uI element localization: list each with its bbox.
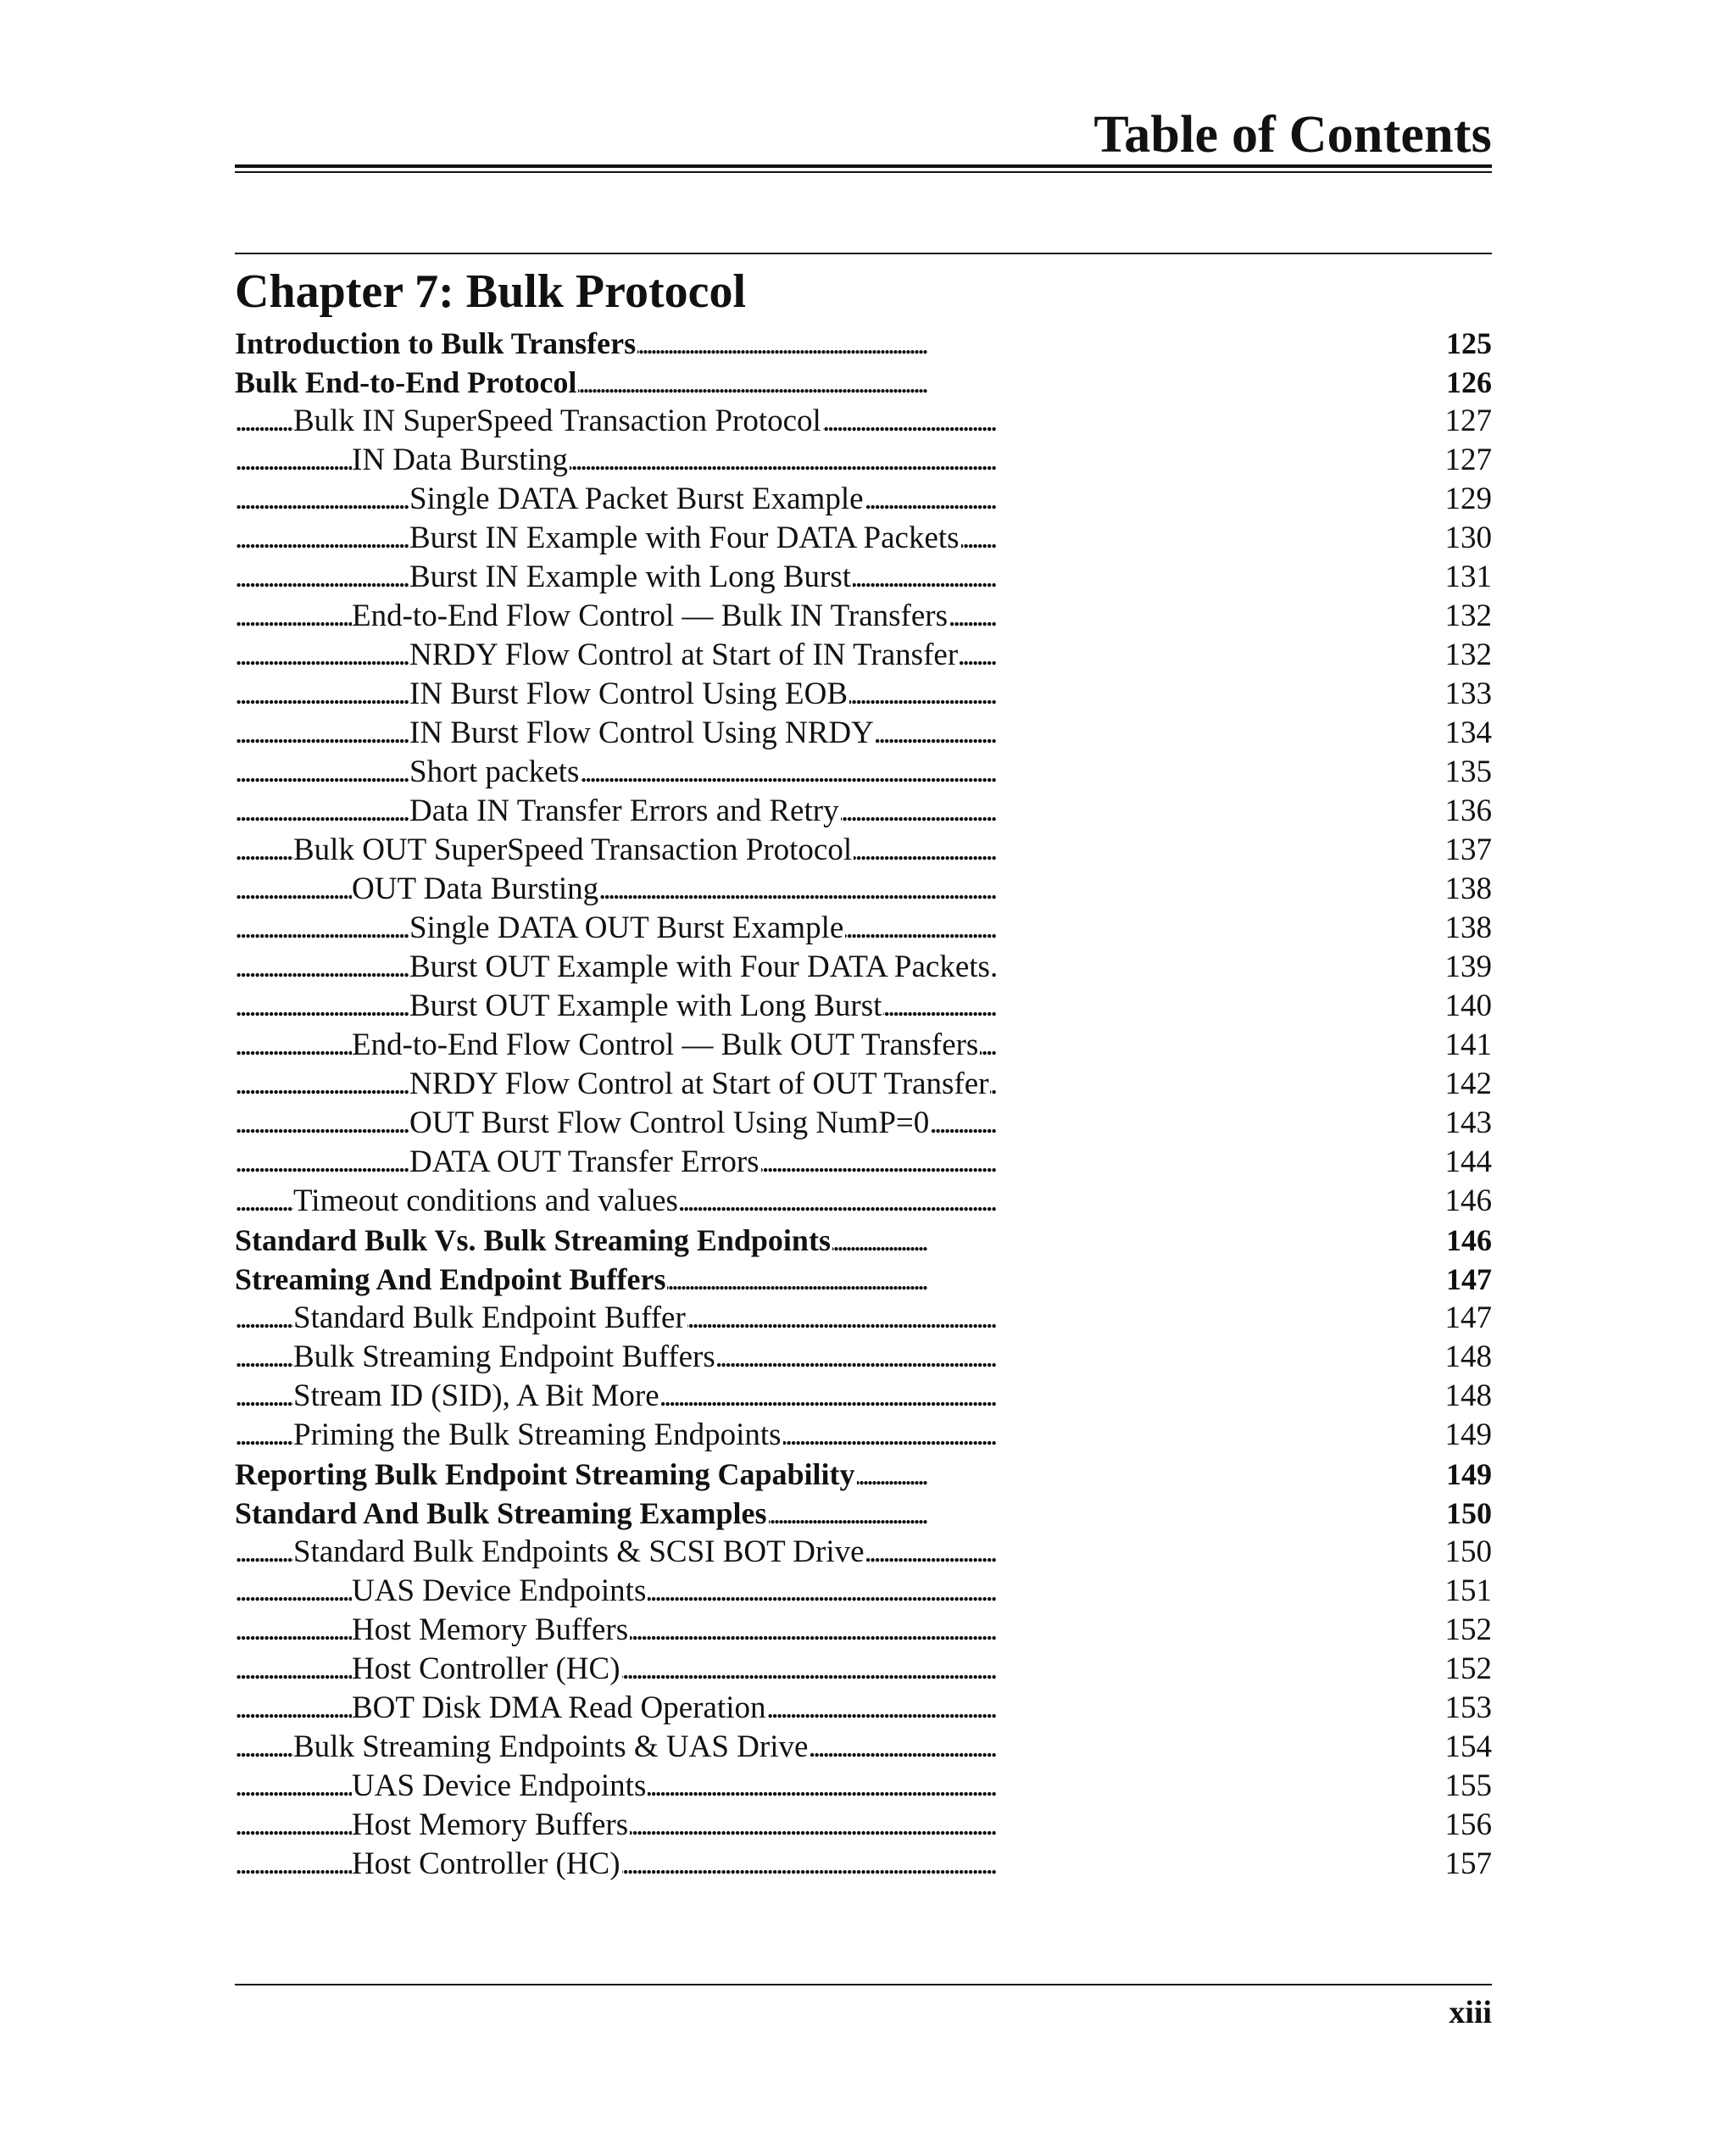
toc-entry-title: Timeout conditions and values (293, 1183, 678, 1218)
toc-entry-title: End-to-End Flow Control — Bulk OUT Transfers (352, 1027, 979, 1062)
toc-entry[interactable] (235, 324, 1492, 363)
toc-entry[interactable] (235, 480, 1492, 519)
toc-entry-title: Streaming And Endpoint Buffers (235, 1262, 666, 1296)
toc-entry-title: IN Data Bursting (352, 443, 568, 477)
toc-entry-title: Data IN Transfer Errors and Retry (409, 794, 839, 828)
toc-entry-title: Burst IN Example with Four DATA Packets (409, 521, 960, 555)
toc-entry-page-number: 135 (1440, 753, 1493, 792)
toc-entry-page-number: 126 (1441, 363, 1492, 402)
toc-entry-title: Host Controller (HC) (352, 1651, 620, 1686)
header-rule-thick (235, 164, 1492, 168)
toc-entry-title: Standard And Bulk Streaming Examples (235, 1496, 767, 1530)
toc-entry-title: Burst OUT Example with Four DATA Packets (409, 949, 990, 984)
toc-entry-title: Short packets (409, 755, 580, 789)
toc-entry-page-number: 150 (1441, 1494, 1492, 1533)
toc-entry[interactable] (235, 1455, 1492, 1494)
toc-entry[interactable] (235, 1338, 1492, 1377)
toc-entry[interactable] (235, 1221, 1492, 1260)
toc-entry[interactable] (235, 1806, 1492, 1845)
toc-entry-page-number: 143 (1440, 1104, 1493, 1143)
toc-entry[interactable] (235, 1299, 1492, 1338)
toc-entry[interactable] (235, 675, 1492, 714)
toc-entry-title: End-to-End Flow Control — Bulk IN Transfers (352, 599, 948, 633)
toc-entry[interactable] (235, 1845, 1492, 1884)
toc-entry[interactable] (235, 1377, 1492, 1416)
toc-entry[interactable] (235, 363, 1492, 402)
toc-entry-title: DATA OUT Transfer Errors (409, 1144, 760, 1179)
toc-entry-title: Bulk Streaming Endpoint Buffers (293, 1339, 715, 1374)
toc-entry-title: Reporting Bulk Endpoint Streaming Capability (235, 1457, 855, 1491)
toc-entry[interactable] (235, 987, 1492, 1026)
toc-entry-title: OUT Data Bursting (352, 872, 599, 906)
toc-entry-page-number: 152 (1440, 1611, 1493, 1650)
toc-entry-title: Standard Bulk Endpoints & SCSI BOT Drive (293, 1534, 865, 1569)
header-rule-thin (235, 171, 1492, 173)
toc-entry-page-number: 157 (1440, 1845, 1493, 1884)
toc-entry[interactable] (235, 753, 1492, 792)
toc-entry-title: NRDY Flow Control at Start of IN Transfer (409, 638, 959, 672)
toc-entry[interactable] (235, 714, 1492, 753)
toc-entry-page-number: 141 (1440, 1026, 1493, 1065)
toc-entry-title: Priming the Bulk Streaming Endpoints (293, 1417, 782, 1452)
toc-entry-page-number: 127 (1440, 441, 1493, 480)
toc-entry-page-number: 146 (1441, 1221, 1492, 1260)
toc-entry[interactable] (235, 792, 1492, 831)
toc-entry-title: Bulk End-to-End Protocol (235, 365, 577, 399)
toc-entry[interactable] (235, 1104, 1492, 1143)
toc-entry[interactable] (235, 909, 1492, 948)
toc-entry-page-number: 131 (1440, 558, 1493, 597)
page-number: xiii (1449, 1995, 1492, 2030)
toc-entry-title: OUT Burst Flow Control Using NumP=0 (409, 1105, 930, 1140)
toc-entry-page-number: 154 (1440, 1728, 1493, 1767)
toc-entry[interactable] (235, 1611, 1492, 1650)
toc-entry-page-number: 147 (1440, 1299, 1493, 1338)
toc-entry[interactable] (235, 1533, 1492, 1572)
toc-entry-title: UAS Device Endpoints (352, 1768, 647, 1803)
toc-entry-title: Bulk IN SuperSpeed Transaction Protocol (293, 404, 821, 438)
toc-entry-page-number: 149 (1440, 1416, 1493, 1455)
toc-entry-page-number: 138 (1440, 870, 1493, 909)
toc-entry-title: Host Memory Buffers (352, 1807, 629, 1842)
toc-entry[interactable] (235, 1767, 1492, 1806)
toc-entry-title: Single DATA Packet Burst Example (409, 482, 864, 516)
toc-entry[interactable] (235, 1065, 1492, 1104)
toc-entry-page-number: 144 (1440, 1143, 1493, 1182)
toc-entry-page-number: 136 (1440, 792, 1493, 831)
toc-entry-title: Standard Bulk Endpoint Buffer (293, 1300, 686, 1335)
toc-entry[interactable] (235, 1689, 1492, 1728)
toc-entry-title: UAS Device Endpoints (352, 1573, 647, 1608)
toc-entry-title: Bulk OUT SuperSpeed Transaction Protocol (293, 833, 853, 867)
toc-entry-title: Host Controller (HC) (352, 1846, 620, 1881)
toc-entry-page-number: 140 (1440, 987, 1493, 1026)
toc-entry-page-number: 142 (1440, 1065, 1493, 1104)
toc-entry-title: Standard Bulk Vs. Bulk Streaming Endpoints (235, 1223, 831, 1257)
toc-entry[interactable] (235, 1650, 1492, 1689)
toc-entry-title: IN Burst Flow Control Using NRDY (409, 716, 874, 750)
toc-entry-page-number: 147 (1441, 1260, 1492, 1299)
toc-entry-page-number: 130 (1440, 519, 1493, 558)
toc-entry-page-number: 146 (1440, 1182, 1493, 1221)
toc-entry-page-number: 134 (1440, 714, 1493, 753)
toc-entry-page-number: 132 (1440, 597, 1493, 636)
toc-entry-page-number: 153 (1440, 1689, 1493, 1728)
toc-entry-page-number: 127 (1440, 402, 1493, 441)
toc-entry[interactable] (235, 1026, 1492, 1065)
toc-entry[interactable] (235, 558, 1492, 597)
toc-entry[interactable] (235, 597, 1492, 636)
toc-entry[interactable] (235, 1143, 1492, 1182)
toc-entry[interactable] (235, 1182, 1492, 1221)
toc-entry[interactable] (235, 441, 1492, 480)
toc-entry[interactable] (235, 1494, 1492, 1533)
toc-entry-page-number: 125 (1441, 324, 1492, 363)
toc-entry-page-number: 139 (1440, 948, 1493, 987)
toc-entry-page-number: 129 (1440, 480, 1493, 519)
toc-entry[interactable] (235, 1260, 1492, 1299)
toc-entry-title: NRDY Flow Control at Start of OUT Transfer (409, 1066, 989, 1101)
toc-entry-title: IN Burst Flow Control Using EOB (409, 677, 849, 711)
toc-entry-title: Burst IN Example with Long Burst (409, 560, 852, 594)
toc-entry-title: Single DATA OUT Burst Example (409, 911, 844, 945)
toc-entry-page-number: 151 (1440, 1572, 1493, 1611)
toc-entry[interactable] (235, 831, 1492, 870)
toc-entry[interactable] (235, 519, 1492, 558)
toc-entry-title: BOT Disk DMA Read Operation (352, 1690, 766, 1725)
toc-entry-page-number: 149 (1441, 1455, 1492, 1494)
toc-entry-page-number: 137 (1440, 831, 1493, 870)
toc-entry[interactable] (235, 402, 1492, 441)
toc-entry[interactable] (235, 636, 1492, 675)
footer-rule (235, 1984, 1492, 1985)
toc-entry-page-number: 156 (1440, 1806, 1493, 1845)
toc-entry[interactable] (235, 1728, 1492, 1767)
toc-entry-title: Host Memory Buffers (352, 1612, 629, 1647)
toc-entry-title: Burst OUT Example with Long Burst (409, 988, 882, 1023)
toc-entry-page-number: 132 (1440, 636, 1493, 675)
toc-entry[interactable] (235, 1572, 1492, 1611)
toc-entry-title: Introduction to Bulk Transfers (235, 326, 637, 360)
toc-entry[interactable] (235, 948, 1492, 987)
toc-entry[interactable] (235, 1416, 1492, 1455)
toc-entry-page-number: 150 (1440, 1533, 1493, 1572)
toc-entry-page-number: 155 (1440, 1767, 1493, 1806)
toc-entry-page-number: 152 (1440, 1650, 1493, 1689)
chapter-title: Chapter 7: Bulk Protocol (235, 265, 747, 318)
toc-entry[interactable] (235, 870, 1492, 909)
toc-entry-page-number: 148 (1440, 1338, 1493, 1377)
page-header-title: Table of Contents (1093, 106, 1492, 164)
chapter-rule (235, 253, 1492, 254)
toc-entry-page-number: 138 (1440, 909, 1493, 948)
toc-entry-page-number: 148 (1440, 1377, 1493, 1416)
toc-entry-title: Bulk Streaming Endpoints & UAS Drive (293, 1729, 809, 1764)
toc-entry-page-number: 133 (1440, 675, 1493, 714)
toc-list (235, 324, 1492, 1884)
toc-entry-title: Stream ID (SID), A Bit More (293, 1378, 659, 1413)
